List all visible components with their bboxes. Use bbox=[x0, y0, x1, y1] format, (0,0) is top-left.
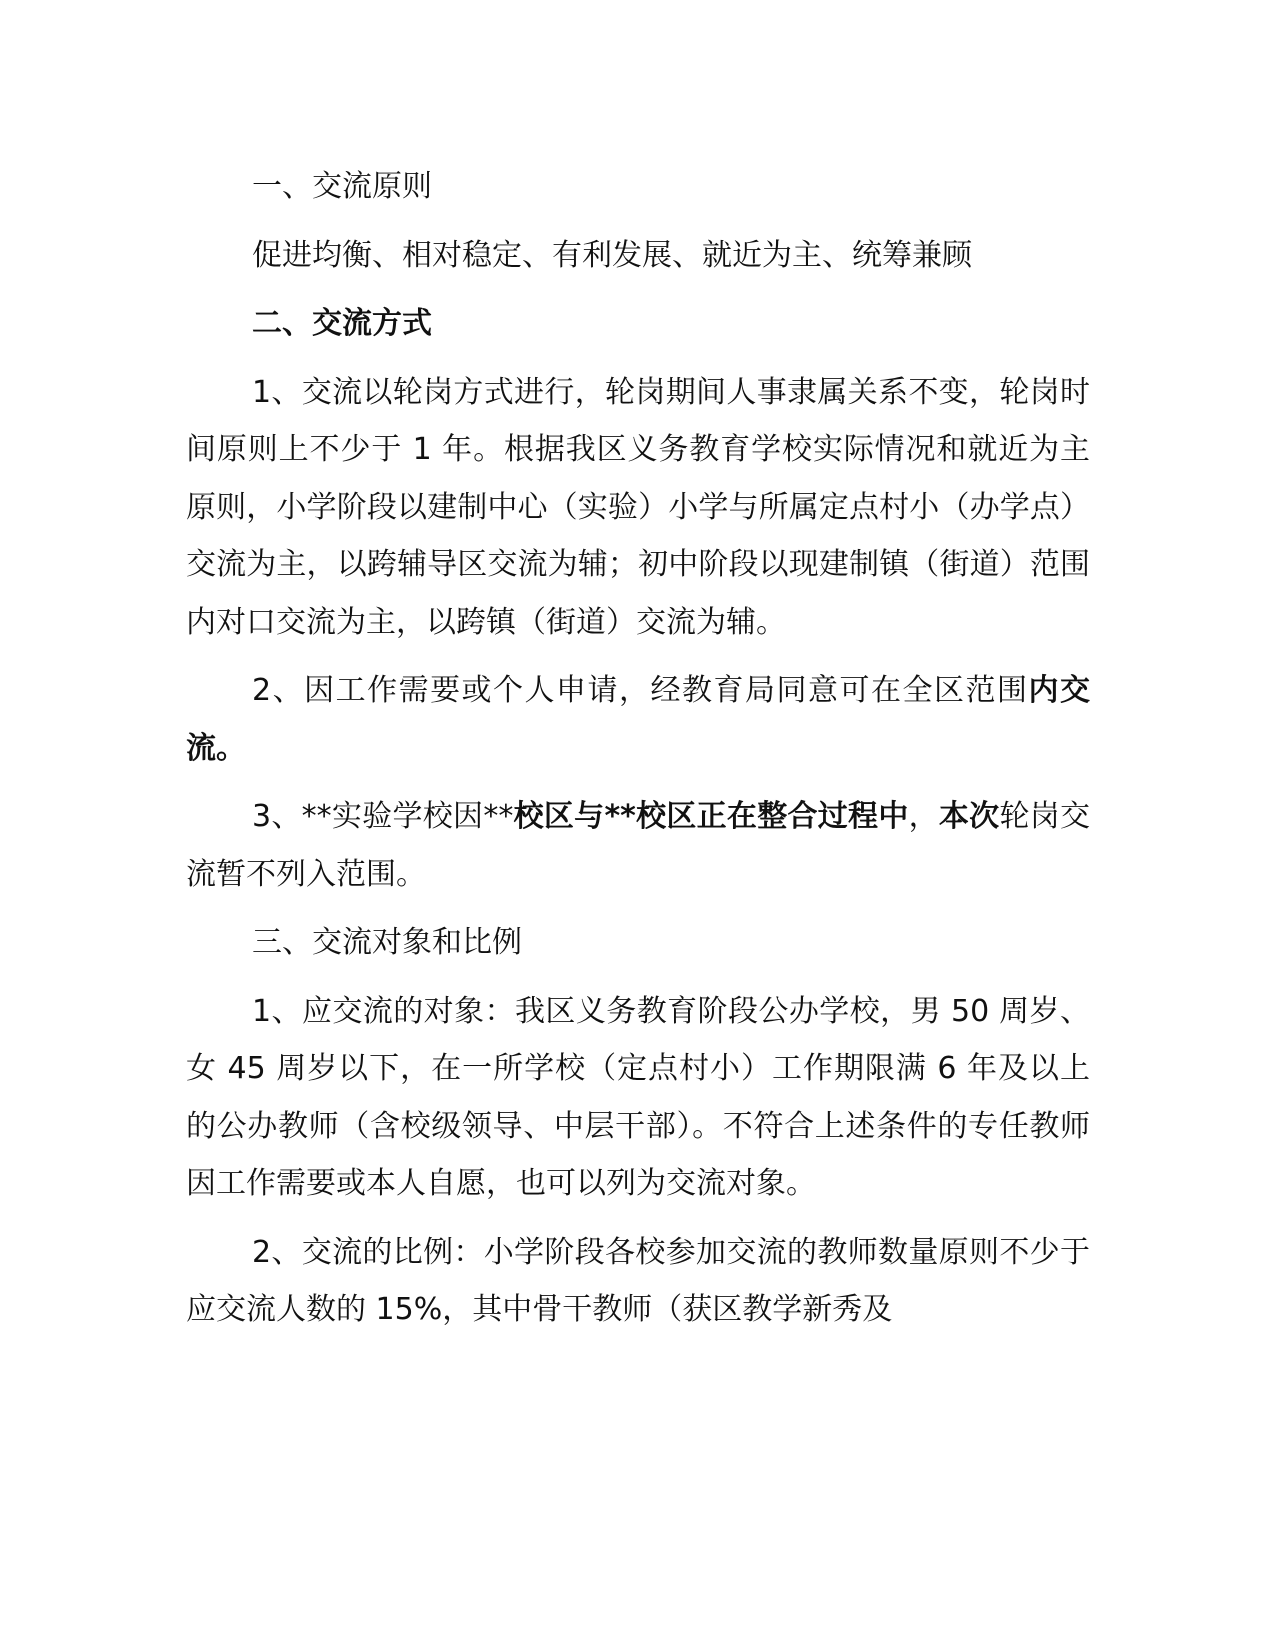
methods-item-3 bbox=[186, 788, 1090, 903]
methods-item-3-part1: 3、**实验学校因** bbox=[252, 799, 514, 834]
methods-item-2 bbox=[186, 662, 1090, 777]
section-heading-methods: 二、交流方式 bbox=[252, 306, 432, 341]
methods-item-3-part4: 本次 bbox=[938, 799, 1000, 834]
section-heading-principles: 一、交流原则 bbox=[252, 169, 432, 204]
methods-item-2-part2: 内交流。 bbox=[186, 673, 1090, 766]
methods-item-2-part1: 2、因工作需要或个人申请，经教育局同意可在全区范围 bbox=[252, 673, 1029, 708]
methods-item-1: 1、交流以轮岗方式进行，轮岗期间人事隶属关系不变，轮岗时间原则上不少于 1 年。根据我区义务教育学校实际情况和就近为主原则，小学阶段以建制中心（实验）小学与所属定点村小（办学点）交流为主，以跨辅导区交流为辅；初中阶段以现建制镇（街道）范围内对口交流为主，以跨镇（街道）交流为辅。 bbox=[186, 374, 1090, 640]
section-heading-targets: 三、交流对象和比例 bbox=[252, 925, 522, 960]
targets-item-1: 1、应交流的对象：我区义务教育阶段公办学校，男 50 周岁、女 45 周岁以下，在一所学校（定点村小）工作期限满 6 年及以上的公办教师（含校级领导、中层干部）。不符合上述条件的专任教师因工作需要或本人自愿，也可以列为交流对象。 bbox=[186, 993, 1090, 1201]
methods-item-3-part3: ， bbox=[908, 799, 939, 834]
targets-item-2: 2、交流的比例：小学阶段各校参加交流的教师数量原则不少于应交流人数的 15%，其中骨干教师（获区教学新秀及 bbox=[186, 1234, 1090, 1327]
principles-body: 促进均衡、相对稳定、有利发展、就近为主、统筹兼顾 bbox=[252, 237, 972, 273]
methods-item-3-part2: 校区与**校区正在整合过程中 bbox=[513, 799, 909, 834]
methods-item-3-part5: 轮岗交流暂不列入范围。 bbox=[186, 799, 1091, 892]
document-page bbox=[186, 158, 1090, 1350]
